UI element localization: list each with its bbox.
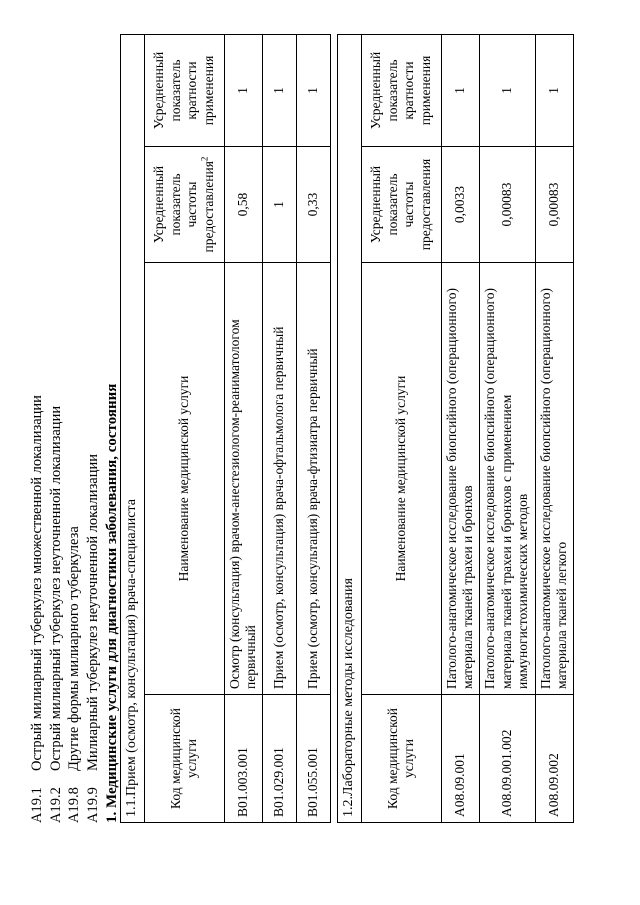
multiplicity-value: 1: [479, 34, 535, 146]
table-caption: 1.2.Лабораторные методы исследования: [338, 34, 362, 822]
table-row: [479, 34, 535, 822]
diagnosis-code: A19.8: [66, 787, 83, 823]
multiplicity-value: 1: [441, 34, 479, 146]
diagnosis-code: A19.2: [47, 787, 64, 823]
diagnosis-item: [28, 395, 47, 823]
table-row: [296, 34, 330, 822]
service-name: Осмотр (консультация) врачом-анестезиологом-реаниматологом первичный: [224, 263, 262, 695]
header-multiplicity: Усредненный показатель кратности применения: [144, 34, 224, 146]
diagnosis-name: Милиарный туберкулез неуточненной локализации: [84, 453, 101, 771]
diagnosis-list: [28, 395, 102, 823]
service-name: Патолого-анатомическое исследование биопсийного (операционного) материала тканей легкого: [535, 263, 573, 695]
diagnosis-name: Другие формы милиарного туберкулеза: [66, 526, 83, 771]
header-frequency: [144, 147, 224, 263]
consultations-table: [120, 34, 331, 823]
multiplicity-value: 1: [296, 34, 330, 146]
diagnosis-item: [84, 395, 103, 823]
frequency-value: 0,00083: [535, 147, 573, 263]
service-code: B01.029.001: [262, 695, 296, 823]
diagnosis-code: A19.1: [29, 787, 45, 823]
table-row: [441, 34, 479, 822]
frequency-value: 0,00083: [479, 147, 535, 263]
service-name: Прием (осмотр, консультация) врача-фтизиатра первичный: [296, 263, 330, 695]
diagnosis-item: [65, 395, 84, 823]
service-code: B01.055.001: [296, 695, 330, 823]
header-multiplicity: Усредненный показатель кратности применения: [361, 34, 441, 146]
service-code: A08.09.001: [441, 695, 479, 823]
diagnosis-item: [47, 395, 66, 823]
laboratory-table: [337, 34, 574, 823]
header-frequency-label: Усредненный показатель частоты предоставления: [151, 161, 216, 253]
frequency-value: 1: [262, 147, 296, 263]
section-heading: 1. Медицинские услуги для диагностики заболевания, состояния: [104, 383, 120, 823]
footnote-mark: 2: [199, 156, 209, 162]
service-code: A08.09.002: [535, 695, 573, 823]
service-name: Прием (осмотр, консультация) врача-офтальмолога первичный: [262, 263, 296, 695]
table-row: [262, 34, 296, 822]
multiplicity-value: 1: [535, 34, 573, 146]
table-row: [535, 34, 573, 822]
frequency-value: 0,0033: [441, 147, 479, 263]
table-row: [224, 34, 262, 822]
frequency-value: 0,58: [224, 147, 262, 263]
diagnosis-name: Острый милиарный туберкулез неуточненной локализации: [47, 405, 64, 771]
service-code: A08.09.001.002: [479, 695, 535, 823]
service-name: Патолого-анатомическое исследование биопсийного (операционного) материала тканей трахеи и бронхов: [441, 263, 479, 695]
header-code: Код медицинской услуги: [144, 695, 224, 823]
header-frequency: Усредненный показатель частоты предоставления: [361, 147, 441, 263]
header-code: Код медицинской услуги: [361, 695, 441, 823]
diagnosis-code: A19.9: [84, 787, 101, 823]
diagnosis-name: Острый милиарный туберкулез множественной локализации: [29, 395, 45, 771]
frequency-value: 0,33: [296, 147, 330, 263]
multiplicity-value: 1: [224, 34, 262, 146]
multiplicity-value: 1: [262, 34, 296, 146]
table-caption: 1.1.Прием (осмотр, консультация) врача-специалиста: [121, 34, 145, 822]
header-name: Наименование медицинской услуги: [144, 263, 224, 695]
service-name: Патолого-анатомическое исследование биопсийного (операционного) материала тканей трахеи и бронхов с применением иммуногистохимических методов: [479, 263, 535, 695]
header-name: Наименование медицинской услуги: [361, 263, 441, 695]
service-code: B01.003.001: [224, 695, 262, 823]
